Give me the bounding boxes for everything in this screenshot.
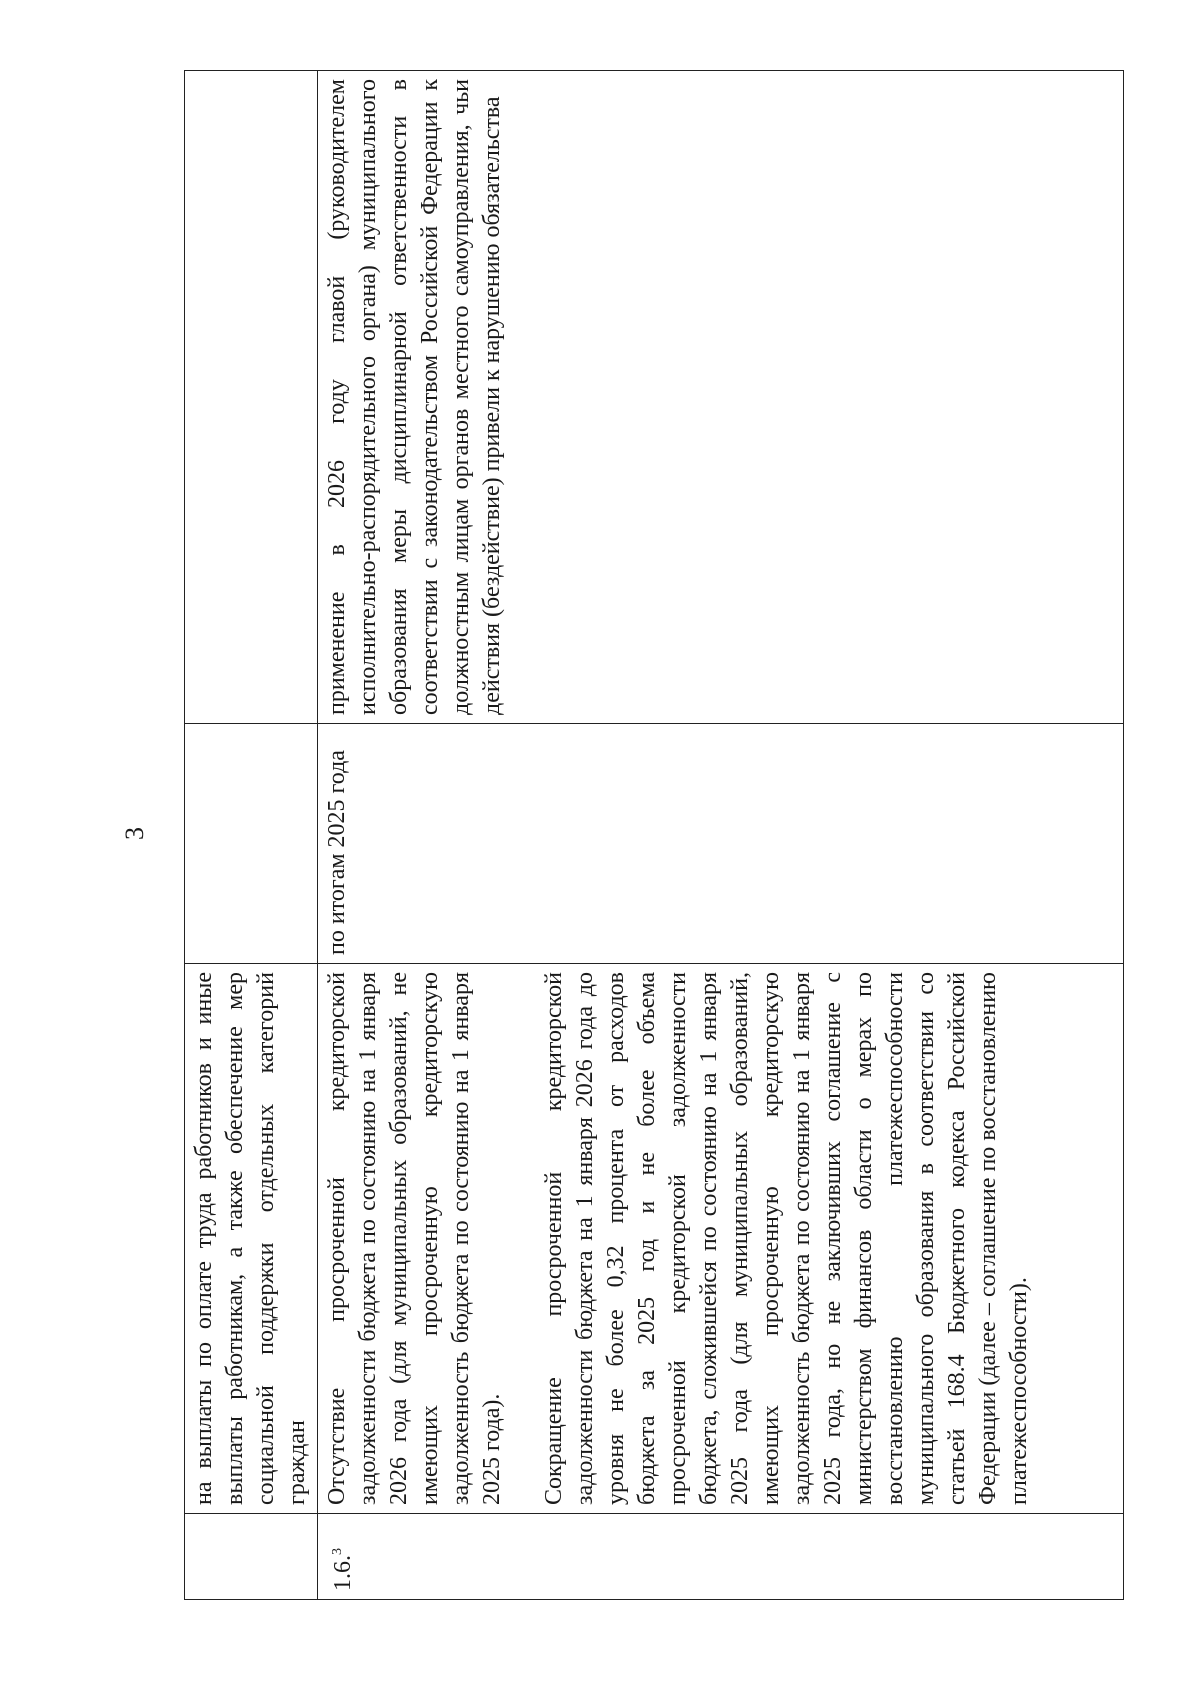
obligations-table — [184, 70, 1124, 1600]
consequence-cell: применение в 2026 году главой (руководителем исполнительно-распорядительного органа) муниципального образования меры дисциплинарной ответственности в соответствии с законодательством Российской Федерации к должностным лицам органов местного самоуправления, чьи действия (бездействие) привели к нарушению обязательства — [318, 71, 1124, 724]
term-cell: по итогам 2025 года — [318, 724, 1124, 964]
row-number-footnote: 3 — [330, 1548, 345, 1555]
indicator-text: Отсутствие просроченной кредиторской задолженности бюджета по состоянию на 1 января 2026 года (для муниципальных образований, не имеющих просроченную кредиторскую задолженность бюджета по состоянию на 1 января 2025 года). — [324, 972, 505, 1505]
page-number: 3 — [120, 827, 149, 840]
indicator-text: на выплаты по оплате труда работников и иные выплаты работникам, а также обеспечение мер социальной поддержки отдельных категорий граждан — [191, 972, 310, 1505]
row-number-cell — [185, 1514, 318, 1600]
table-row — [318, 71, 1124, 1600]
row-number: 1.6. — [330, 1555, 356, 1591]
row-number-cell — [318, 1514, 1124, 1600]
indicator-cell — [318, 964, 1124, 1514]
rotated-table-container — [184, 70, 1124, 1600]
table-row — [185, 71, 318, 1600]
consequence-cell — [185, 71, 318, 724]
term-cell — [185, 724, 318, 964]
indicator-text: Сокращение просроченной кредиторской задолженности бюджета на 1 января 2026 года до уровня не более 0,32 процента от расходов бюджета за 2025 год и не более объема просроченной кредиторской задолженности бюджета, сложившейся по состоянию на 1 января 2025 года (для муниципальных образований, имеющих просроченную кредиторскую задолженность бюджета по состоянию на 1 января 2025 года, но не заключивших соглашение с министерством финансов области о мерах по восстановлению платежеспособности муниципального образования в соответствии со статьей 168.4 Бюджетного кодекса Российской Федерации (далее – соглашение по восстановлению платежеспособности). — [541, 972, 1032, 1505]
indicator-cell — [185, 964, 318, 1514]
